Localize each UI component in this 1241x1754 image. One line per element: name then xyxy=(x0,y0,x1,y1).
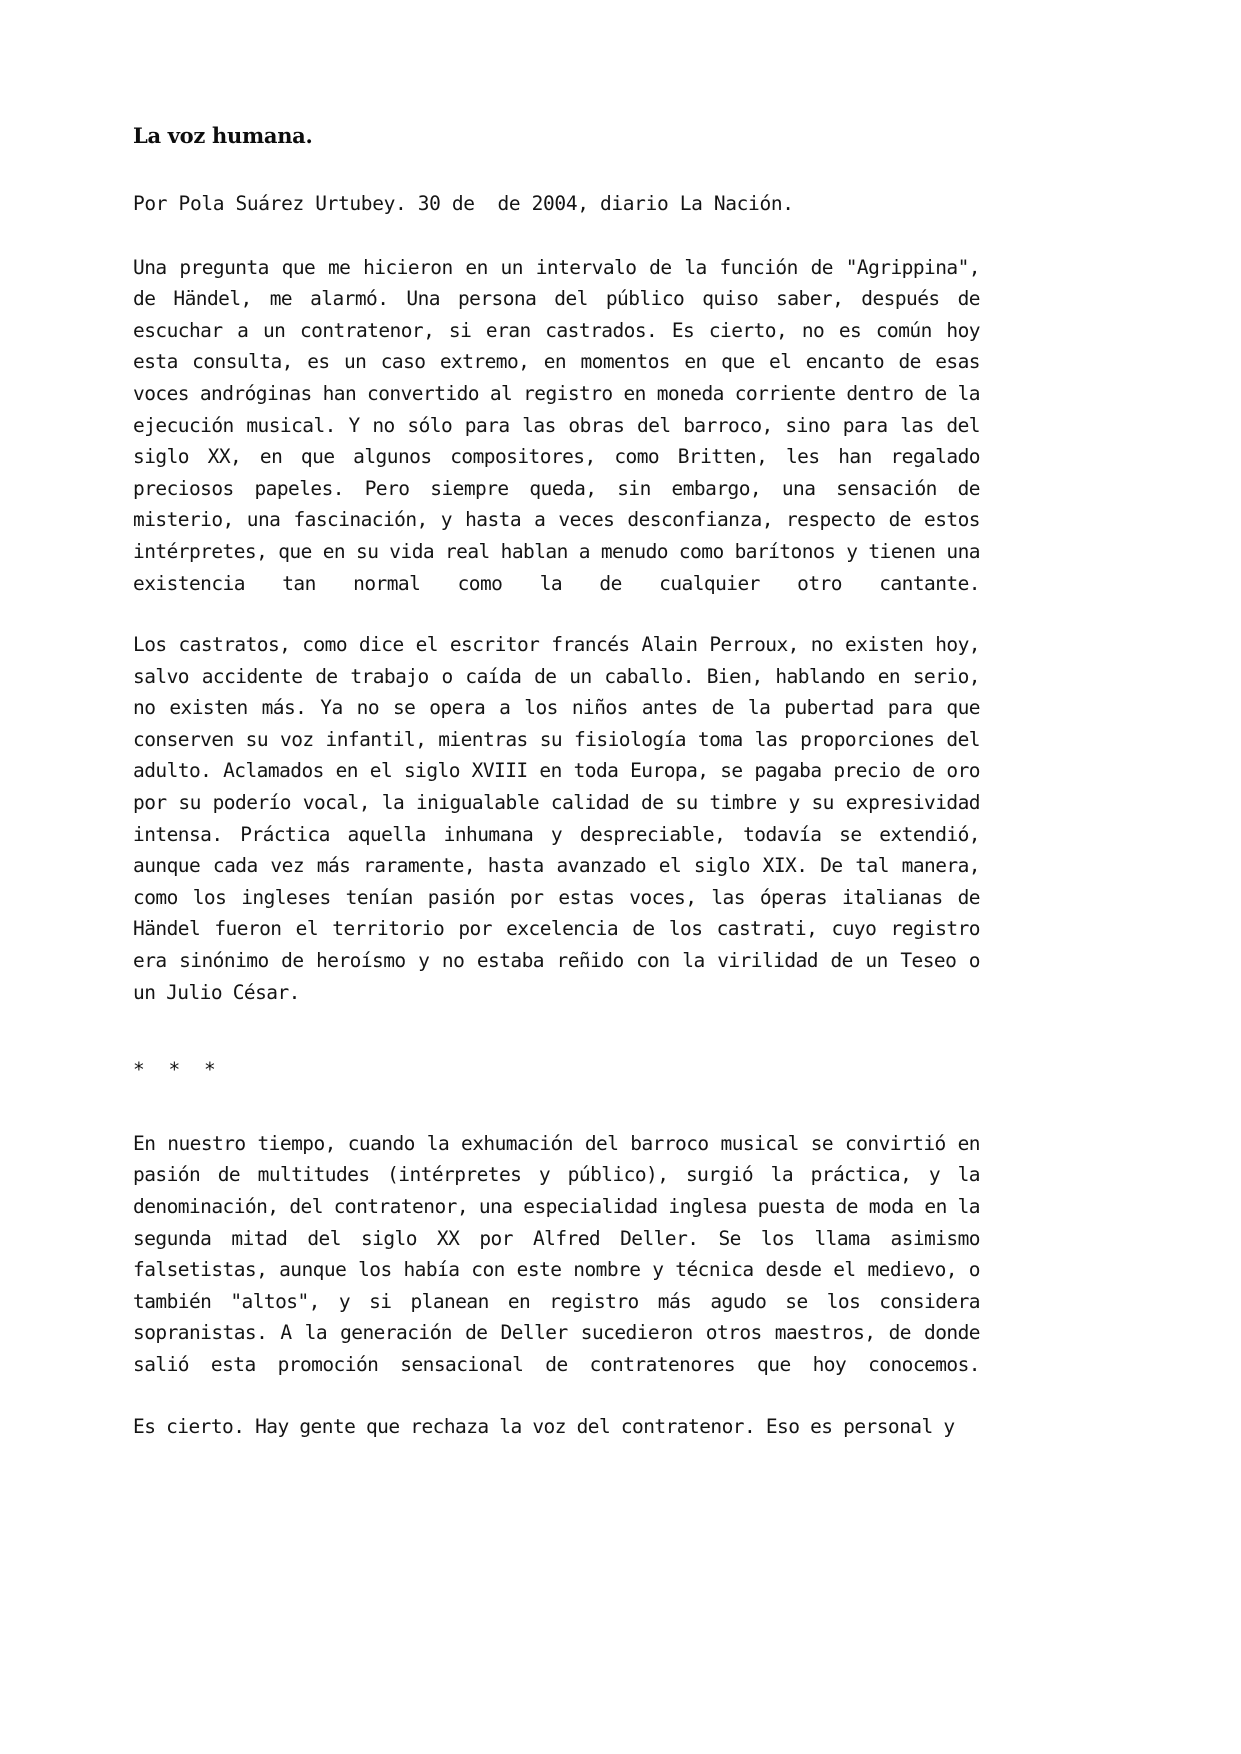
page-title: La voz humana. xyxy=(133,123,313,148)
section-separator: * * * xyxy=(133,1058,222,1082)
paragraph-1: Una pregunta que me hicieron en un intervalo de la función de "Agrippina", de Händel, me alarmó. Una persona del público quiso saber, después de escuchar a un contratenor, si eran castrados. Es cierto, no es común hoy esta consulta, es un caso extremo, en momentos en que el encanto de esas voces andróginas han convertido al registro en moneda corriente dentro de la ejecución musical. Y no sólo para las obras del barroco, sino para las del siglo XX, en que algunos compositores, como Britten, les han regalado preciosos papeles. Pero siempre queda, sin embargo, una sensación de misterio, una fascinación, y hasta a veces desconfianza, respecto de estos intérpretes, que en su vida real hablan a menudo como barítonos y tienen una existencia tan normal como la de cualquier otro cantante. xyxy=(133,255,980,595)
paragraph-3: En nuestro tiempo, cuando la exhumación del barroco musical se convirtió en pasión de multitudes (intérpretes y público), surgió la práctica, y la denominación, del contratenor, una especialidad inglesa puesta de moda en la segunda mitad del siglo XX por Alfred Deller. Se los llama asimismo falsetistas, aunque los había con este nombre y técnica desde el medievo, o también "altos", y si planean en registro más agudo se los considera sopranistas. A la generación de Deller sucedieron otros maestros, de donde salió esta promoción sensacional de contratenores que hoy conocemos. xyxy=(133,1131,980,1376)
article-body xyxy=(133,123,980,1442)
paragraph-4: Es cierto. Hay gente que rechaza la voz del contratenor. Eso es personal y xyxy=(133,1414,955,1438)
byline: Por Pola Suárez Urtubey. 30 de de 2004, diario La Nación. xyxy=(133,192,794,216)
paragraph-2: Los castratos, como dice el escritor francés Alain Perroux, no existen hoy, salvo accidente de trabajo o caída de un caballo. Bien, hablando en serio, no existen más. Ya no se opera a los niños antes de la pubertad para que conserven su voz infantil, mientras su fisiología toma las proporciones del adulto. Aclamados en el siglo XVIII en toda Europa, se pagaba precio de oro por su poderío vocal, la inigualable calidad de su timbre y su expresividad intensa. Práctica aquella inhumana y despreciable, todavía se extendió, aunque cada vez más raramente, hasta avanzado el siglo XIX. De tal manera, como los ingleses tenían pasión por estas voces, las óperas italianas de Händel fueron el territorio por excelencia de los castrati, cuyo registro era sinónimo de heroísmo y no estaba reñido con la virilidad de un Teseo o un Julio César. xyxy=(133,633,980,1004)
